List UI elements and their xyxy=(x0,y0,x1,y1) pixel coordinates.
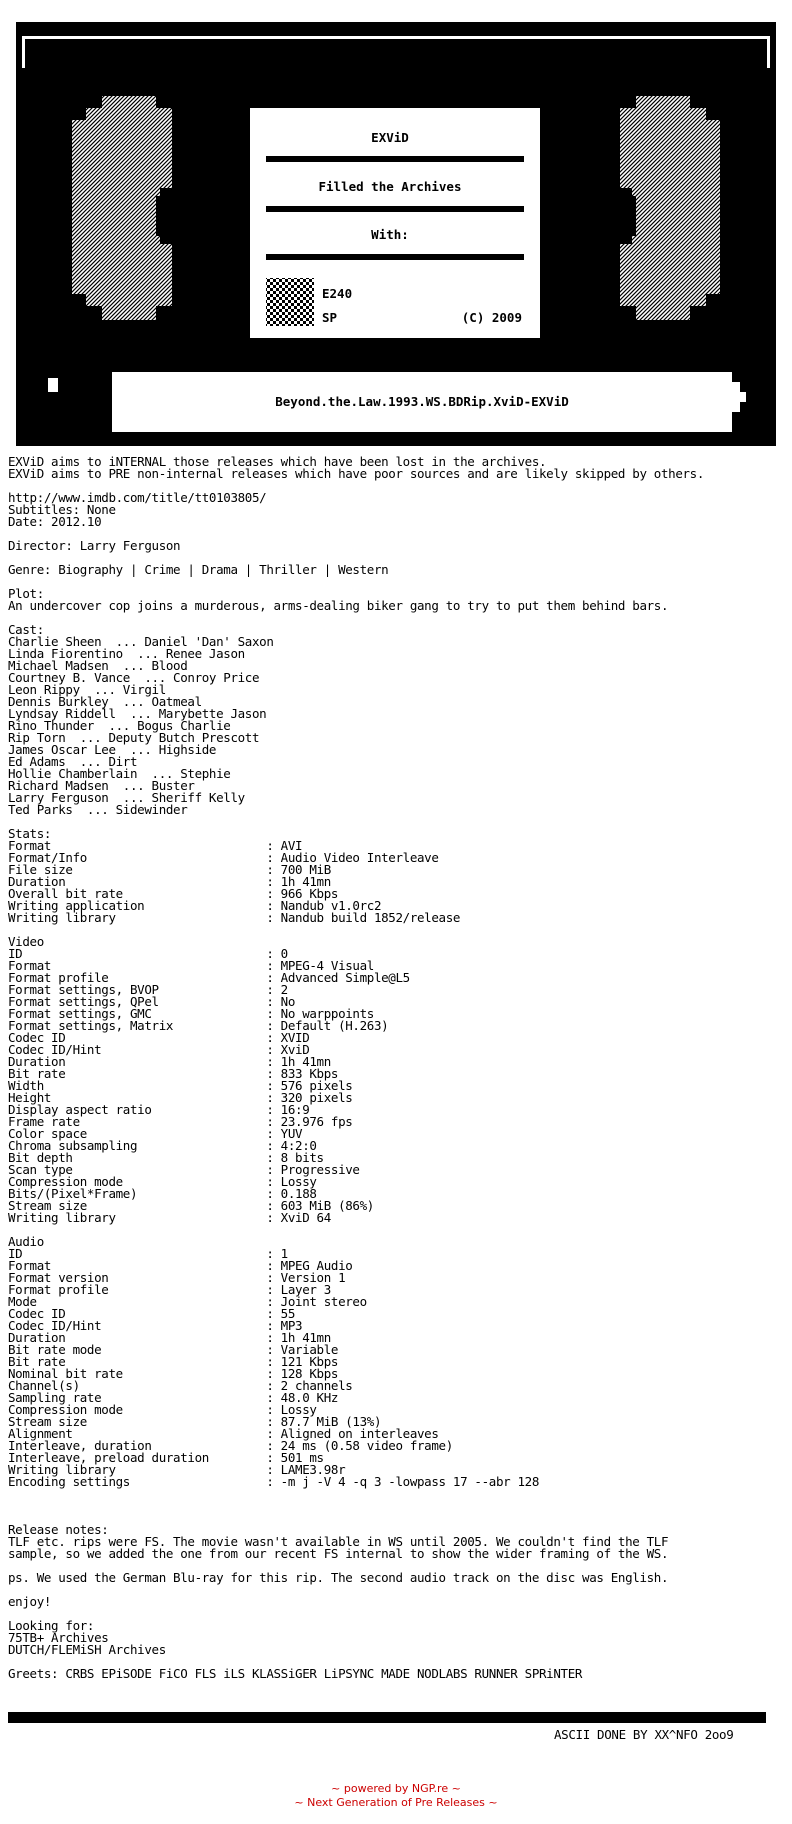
nfo-line[interactable]: http://www.imdb.com/title/tt0103805/ xyxy=(8,490,267,505)
nfo-line: Format version : Version 1 xyxy=(8,1270,346,1285)
nfo-line: Writing library : XviD 64 xyxy=(8,1210,331,1225)
footer-divider xyxy=(8,1712,766,1723)
nfo-line: Chroma subsampling : 4:2:0 xyxy=(8,1138,317,1153)
nfo-line: Compression mode : Lossy xyxy=(8,1402,317,1417)
nfo-line: Audio xyxy=(8,1234,44,1249)
nfo-line: Stream size : 603 MiB (86%) xyxy=(8,1198,374,1213)
nfo-line: Courtney B. Vance ... Conroy Price xyxy=(8,670,260,685)
nfo-line: DUTCH/FLEMiSH Archives xyxy=(8,1642,166,1657)
nfo-line: enjoy! xyxy=(8,1594,52,1609)
nfo-line: Codec ID : XVID xyxy=(8,1030,310,1045)
nfo-line: Codec ID/Hint : MP3 xyxy=(8,1318,303,1333)
nfo-line: Channel(s) : 2 channels xyxy=(8,1378,353,1393)
nfo-line: James Oscar Lee ... Highside xyxy=(8,742,217,757)
nfo-line: EXViD aims to PRE non-internal releases which have poor sources and are likely skipped by others. xyxy=(8,466,705,481)
nfo-line: Plot: xyxy=(8,586,44,601)
nfo-line: Bit depth : 8 bits xyxy=(8,1150,324,1165)
nfo-line: Release notes: xyxy=(8,1522,109,1537)
powered-by xyxy=(0,1782,792,1810)
nfo-line: Dennis Burkley ... Oatmeal xyxy=(8,694,202,709)
nfo-line: Stats: xyxy=(8,826,52,841)
nfo-line: Date: 2012.10 xyxy=(8,514,102,529)
nfo-line: Frame rate : 23.976 fps xyxy=(8,1114,353,1129)
nfo-line: Compression mode : Lossy xyxy=(8,1174,317,1189)
nfo-line: Hollie Chamberlain ... Stephie xyxy=(8,766,231,781)
label-logo-block xyxy=(266,278,314,326)
nfo-line: Codec ID : 55 xyxy=(8,1306,296,1321)
nfo-line: Cast: xyxy=(8,622,44,637)
nfo-line: Bits/(Pixel*Frame) : 0.188 xyxy=(8,1186,317,1201)
nfo-line: Codec ID/Hint : XviD xyxy=(8,1042,310,1057)
nfo-line: Rino Thunder ... Bogus Charlie xyxy=(8,718,231,733)
nfo-line: An undercover cop joins a murderous, arms-dealing biker gang to try to put them behind bars. xyxy=(8,598,669,613)
nfo-line: Director: Larry Ferguson xyxy=(8,538,181,553)
nfo-line: Genre: Biography | Crime | Drama | Thriller | Western xyxy=(8,562,389,577)
nfo-line: TLF etc. rips were FS. The movie wasn't available in WS until 2005. We couldn't find the TLF xyxy=(8,1534,669,1549)
label-group: EXViD xyxy=(371,130,409,145)
nfo-line: Video xyxy=(8,934,44,949)
blank-line xyxy=(8,1584,704,1596)
nfo-line: Writing library : LAME3.98r xyxy=(8,1462,346,1477)
nfo-text xyxy=(8,456,704,1680)
nfo-line: Format settings, BVOP : 2 xyxy=(8,982,288,997)
nfo-line: Writing library : Nandub build 1852/release xyxy=(8,910,461,925)
nfo-line: Format settings, QPel : No xyxy=(8,994,296,1009)
label-speed: SP xyxy=(322,310,338,325)
nfo-line: Larry Ferguson ... Sheriff Kelly xyxy=(8,790,245,805)
nfo-line: File size : 700 MiB xyxy=(8,862,331,877)
nfo-line: Height : 320 pixels xyxy=(8,1090,353,1105)
nfo-line: Looking for: xyxy=(8,1618,95,1633)
nfo-line: Format settings, GMC : No warppoints xyxy=(8,1006,374,1021)
ascii-credit: ASCII DONE BY XX^NFO 2oo9 xyxy=(554,1727,734,1742)
nfo-line: Ted Parks ... Sidewinder xyxy=(8,802,188,817)
nfo-line: Interleave, duration : 24 ms (0.58 video frame) xyxy=(8,1438,453,1453)
blank-line xyxy=(8,1512,704,1524)
nfo-line: ID : 1 xyxy=(8,1246,288,1261)
nfo-line: Leon Rippy ... Virgil xyxy=(8,682,166,697)
blank-line xyxy=(8,816,704,828)
nfo-line: Stream size : 87.7 MiB (13%) xyxy=(8,1414,382,1429)
blank-line xyxy=(8,1500,704,1512)
nfo-line: Richard Madsen ... Buster xyxy=(8,778,195,793)
nfo-line: Format : MPEG Audio xyxy=(8,1258,353,1273)
label-line2: Filled the Archives xyxy=(318,179,462,194)
write-protect-tab xyxy=(48,378,58,392)
nfo-line: Lyndsay Riddell ... Marybette Jason xyxy=(8,706,267,721)
nfo-line: Duration : 1h 41mn xyxy=(8,1054,331,1069)
nfo-line: Format profile : Layer 3 xyxy=(8,1282,331,1297)
nfo-line: Encoding settings : -m j -V 4 -q 3 -lowpass 17 --abr 128 xyxy=(8,1474,539,1489)
label-line3: With: xyxy=(371,227,409,242)
nfo-line: Rip Torn ... Deputy Butch Prescott xyxy=(8,730,260,745)
powered-by-link[interactable]: ~ powered by NGP.re ~ xyxy=(331,1782,461,1795)
vhs-cassette-art xyxy=(0,0,792,448)
nfo-line: Display aspect ratio : 16:9 xyxy=(8,1102,310,1117)
label-copyright: (C) 2009 xyxy=(461,310,522,325)
nfo-line: Bit rate : 121 Kbps xyxy=(8,1354,339,1369)
nfo-line: Writing application : Nandub v1.0rc2 xyxy=(8,898,382,913)
nfo-line: Interleave, preload duration : 501 ms xyxy=(8,1450,324,1465)
nfo-line: Charlie Sheen ... Daniel 'Dan' Saxon xyxy=(8,634,274,649)
nfo-line: Scan type : Progressive xyxy=(8,1162,360,1177)
blank-line xyxy=(8,612,704,624)
nfo-line: Overall bit rate : 966 Kbps xyxy=(8,886,339,901)
label-divider xyxy=(266,156,524,162)
nfo-line: Greets: CRBS EPiSODE FiCO FLS iLS KLASSiGER LiPSYNC MADE NODLABS RUNNER SPRiNTER xyxy=(8,1666,583,1681)
nfo-line: Format profile : Advanced Simple@L5 xyxy=(8,970,410,985)
nfo-line: Ed Adams ... Dirt xyxy=(8,754,138,769)
nfo-line: Subtitles: None xyxy=(8,502,116,517)
label-divider xyxy=(266,206,524,212)
nfo-line: ps. We used the German Blu-ray for this rip. The second audio track on the disc was English. xyxy=(8,1570,669,1585)
blank-line xyxy=(8,1224,704,1236)
nfo-line: Linda Fiorentino ... Renee Jason xyxy=(8,646,245,661)
nfo-line: Duration : 1h 41mn xyxy=(8,874,331,889)
nfo-line: ID : 0 xyxy=(8,946,288,961)
nfo-line: Format/Info : Audio Video Interleave xyxy=(8,850,439,865)
tagline: ~ Next Generation of Pre Releases ~ xyxy=(294,1796,498,1809)
nfo-line: Format : AVI xyxy=(8,838,303,853)
nfo-line: EXViD aims to iNTERNAL those releases which have been lost in the archives. xyxy=(8,454,547,469)
nfo-line: Bit rate : 833 Kbps xyxy=(8,1066,339,1081)
label-code: E240 xyxy=(322,286,353,301)
nfo-line: 75TB+ Archives xyxy=(8,1630,109,1645)
release-name: Beyond.the.Law.1993.WS.BDRip.XviD-EXViD xyxy=(275,394,569,409)
nfo-line: Sampling rate : 48.0 KHz xyxy=(8,1390,339,1405)
blank-line xyxy=(8,576,704,588)
nfo-line: Duration : 1h 41mn xyxy=(8,1330,331,1345)
blank-line xyxy=(8,924,704,936)
nfo-line: sample, so we added the one from our recent FS internal to show the wider framing of the WS. xyxy=(8,1546,669,1561)
nfo-line: Mode : Joint stereo xyxy=(8,1294,367,1309)
cassette-rim xyxy=(22,36,770,39)
nfo-line: Bit rate mode : Variable xyxy=(8,1342,339,1357)
nfo-line: Format settings, Matrix : Default (H.263) xyxy=(8,1018,389,1033)
nfo-line: Alignment : Aligned on interleaves xyxy=(8,1426,439,1441)
nfo-line: Color space : YUV xyxy=(8,1126,303,1141)
nfo-line: Width : 576 pixels xyxy=(8,1078,353,1093)
label-divider xyxy=(266,254,524,260)
nfo-line: Michael Madsen ... Blood xyxy=(8,658,188,673)
blank-line xyxy=(8,1488,704,1500)
nfo-line: Format : MPEG-4 Visual xyxy=(8,958,374,973)
blank-line xyxy=(8,1608,704,1620)
nfo-line: Nominal bit rate : 128 Kbps xyxy=(8,1366,339,1381)
